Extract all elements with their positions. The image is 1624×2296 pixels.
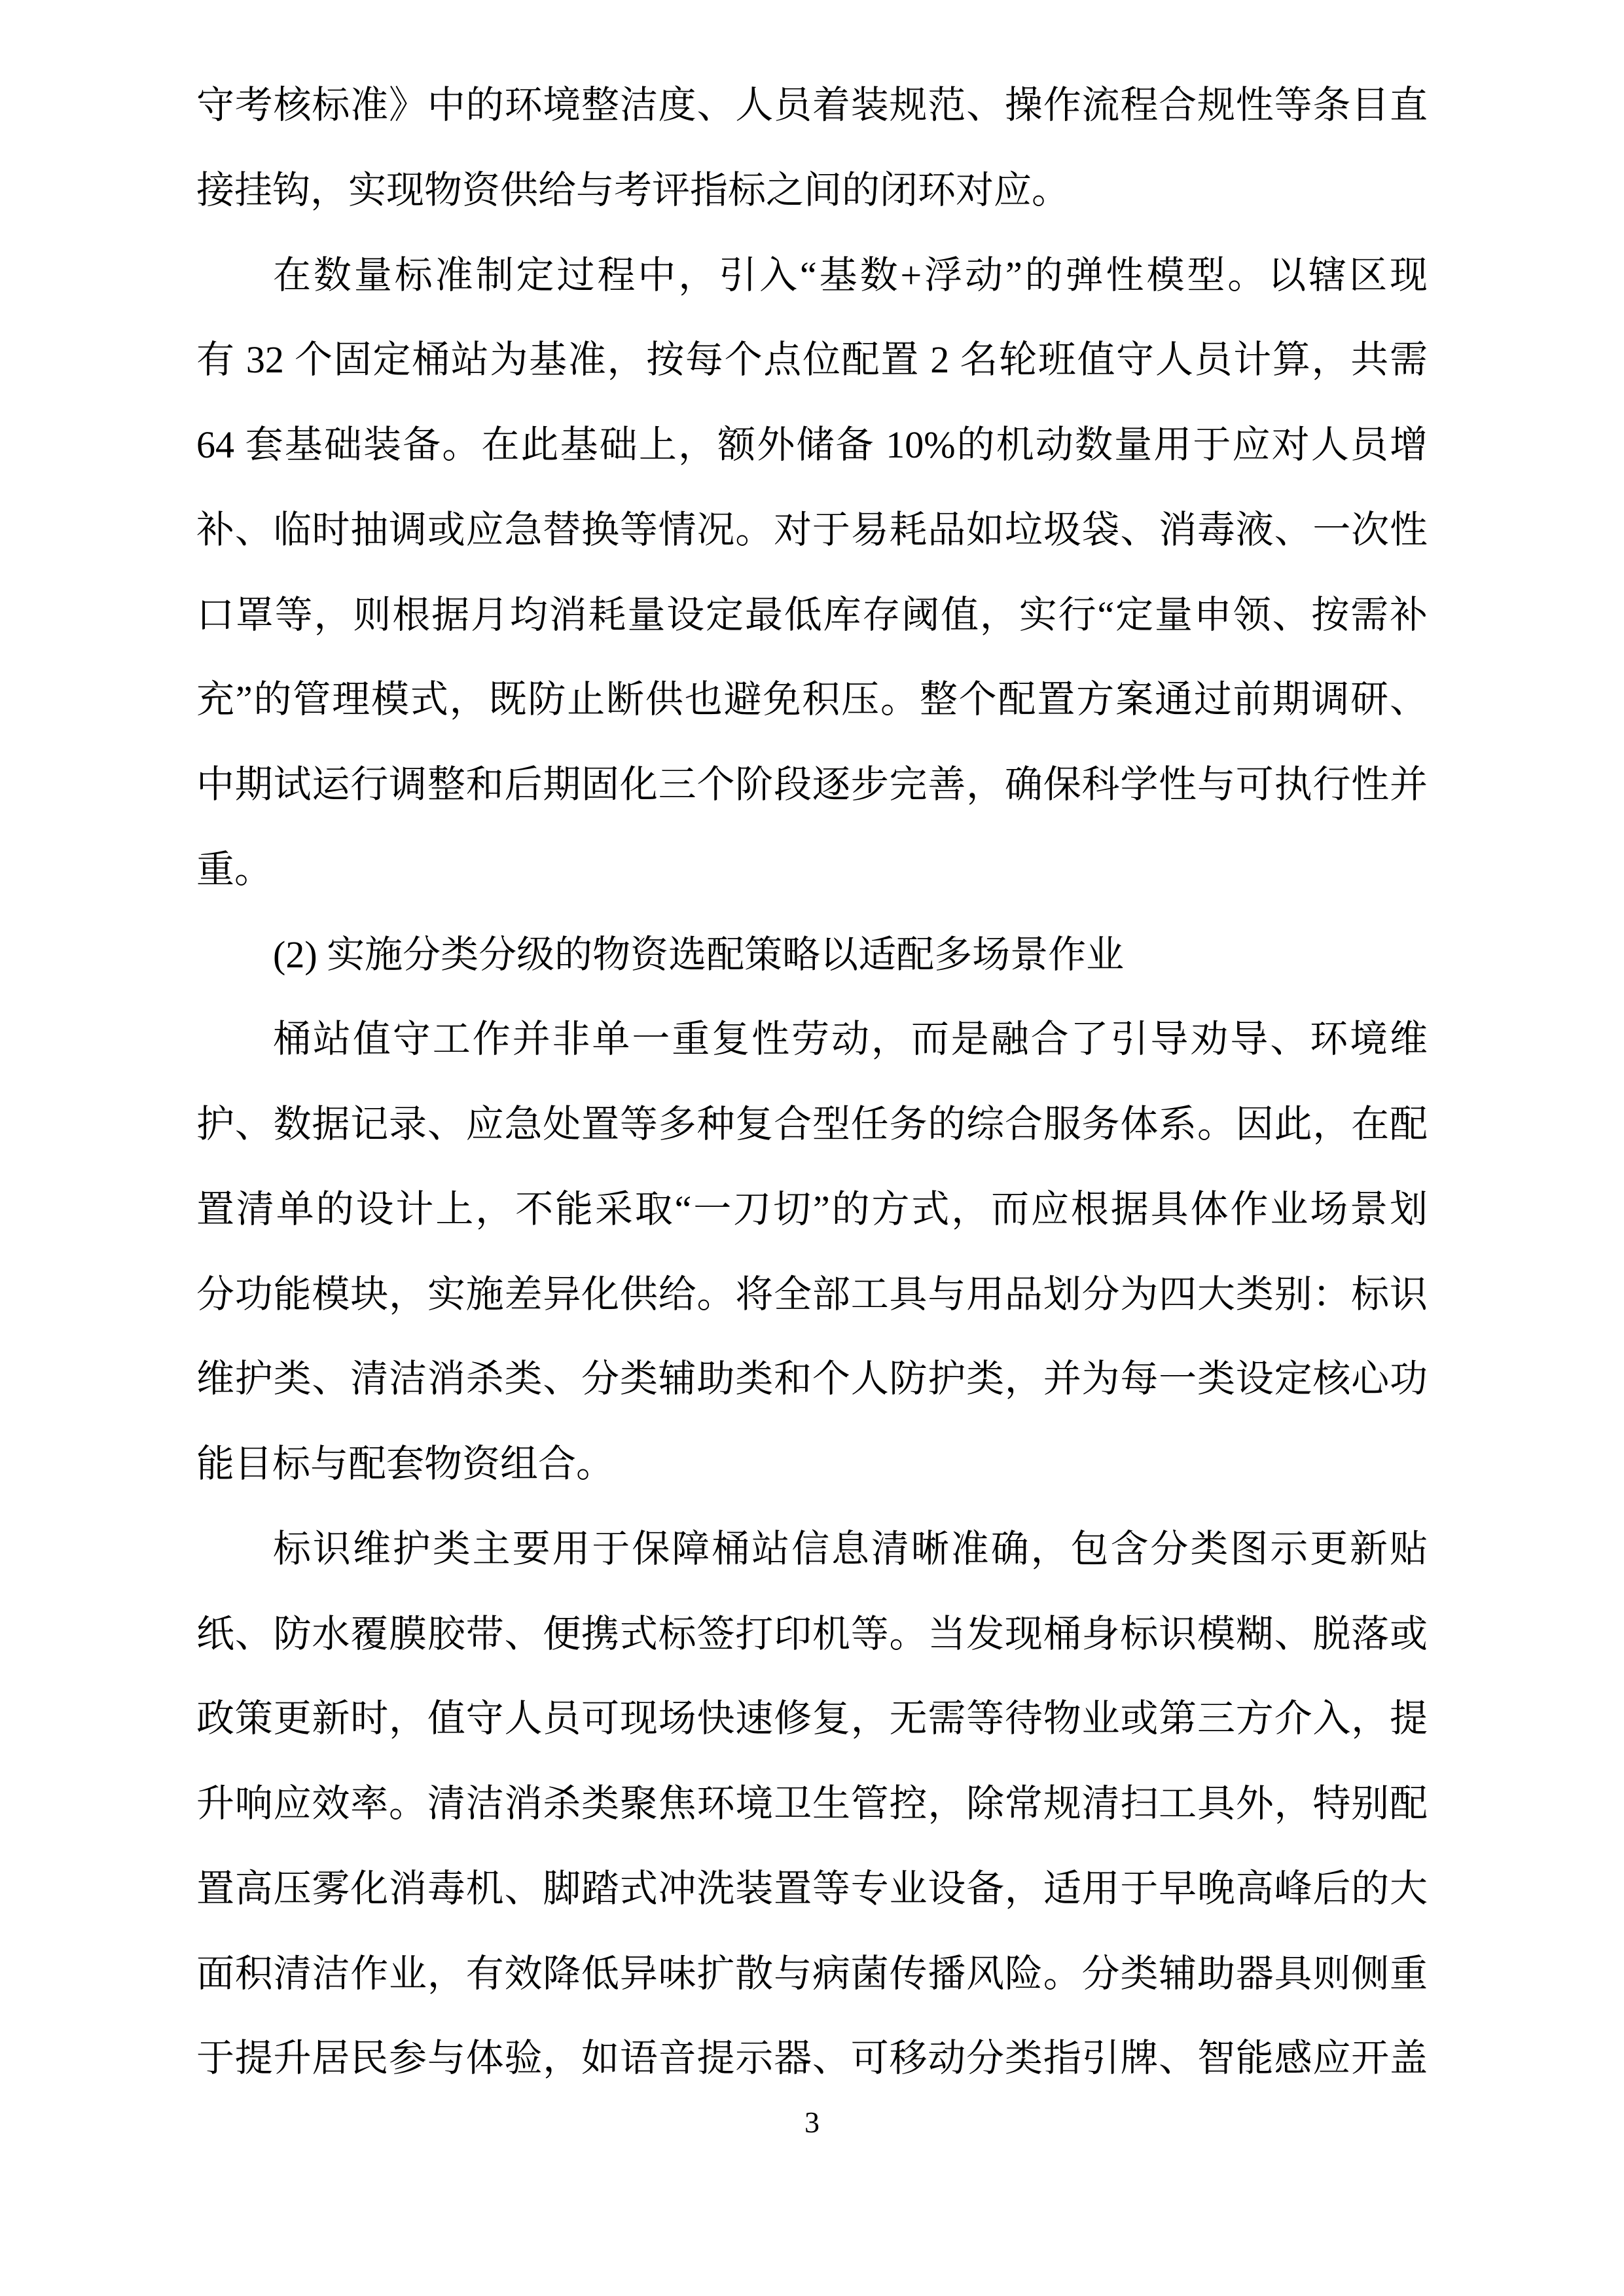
- text-line: 置高压雾化消毒机、脚踏式冲洗装置等专业设备，适用于早晚高峰后的大: [196, 1867, 1428, 1910]
- text-line: 维护类、清洁消杀类、分类辅助类和个人防护类，并为每一类设定核心功: [196, 1357, 1428, 1401]
- text-line: 充”的管理模式，既防止断供也避免积压。整个配置方案通过前期调研、: [196, 678, 1428, 721]
- text-line: 分功能模块，实施差异化供给。将全部工具与用品划分为四大类别：标识: [196, 1272, 1428, 1316]
- text-line: 重。: [196, 848, 273, 891]
- text-line: 守考核标准》中的环境整洁度、人员着装规范、操作流程合规性等条目直: [196, 84, 1428, 126]
- section-heading: (2) 实施分类分级的物资选配策略以适配多场景作业: [273, 933, 1125, 976]
- page-footer: [0, 2106, 1624, 2139]
- text-line: 中期试运行调整和后期固化三个阶段逐步完善，确保科学性与可执行性并: [196, 763, 1428, 806]
- text-line: 64 套基础装备。在此基础上，额外储备 10%的机动数量用于应对人员增: [196, 423, 1428, 466]
- text-line: 桶站值守工作并非单一重复性劳动，而是融合了引导劝导、环境维: [273, 1018, 1428, 1061]
- text-line: 能目标与配套物资组合。: [196, 1443, 615, 1485]
- text-line: 接挂钩，实现物资供给与考评指标之间的闭环对应。: [196, 168, 1070, 211]
- text-line: 置清单的设计上，不能采取“一刀切”的方式，而应根据具体作业场景划: [196, 1187, 1428, 1230]
- page-number: 3: [804, 2106, 820, 2139]
- body-text: [196, 63, 1428, 2101]
- text-line: 补、临时抽调或应急替换等情况。对于易耗品如垃圾袋、消毒液、一次性: [196, 508, 1428, 551]
- text-line: 面积清洁作业，有效降低异味扩散与病菌传播风险。分类辅助器具则侧重: [196, 1952, 1428, 1995]
- text-line: 标识维护类主要用于保障桶站信息清晰准确，包含分类图示更新贴: [273, 1527, 1428, 1570]
- text-line: 政策更新时，值守人员可现场快速修复，无需等待物业或第三方介入，提: [196, 1697, 1428, 1740]
- text-line: 在数量标准制定过程中，引入“基数+浮动”的弹性模型。以辖区现: [273, 253, 1428, 296]
- text-line: 口罩等，则根据月均消耗量设定最低库存阈值，实行“定量申领、按需补: [196, 593, 1428, 636]
- text-line: 纸、防水覆膜胶带、便携式标签打印机等。当发现桶身标识模糊、脱落或: [196, 1612, 1428, 1655]
- text-line: 护、数据记录、应急处置等多种复合型任务的综合服务体系。因此，在配: [196, 1103, 1428, 1145]
- text-line: 于提升居民参与体验，如语音提示器、可移动分类指引牌、智能感应开盖: [196, 2037, 1428, 2080]
- text-line: 升响应效率。清洁消杀类聚焦环境卫生管控，除常规清扫工具外，特别配: [196, 1782, 1428, 1825]
- text-line: 有 32 个固定桶站为基准，按每个点位配置 2 名轮班值守人员计算，共需: [196, 338, 1428, 382]
